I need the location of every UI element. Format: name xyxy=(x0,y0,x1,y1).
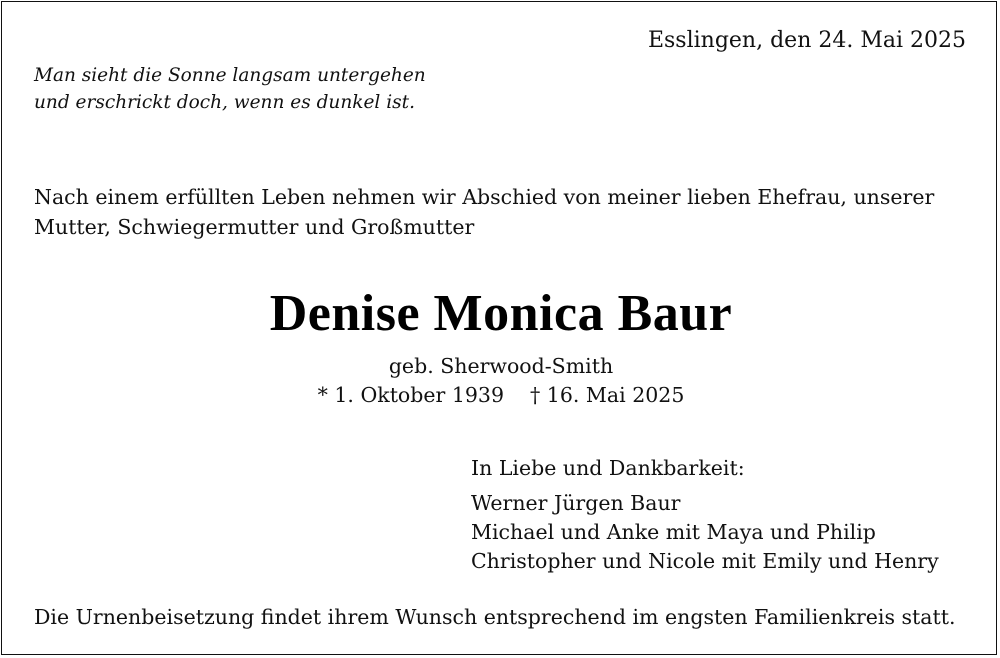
intro-text xyxy=(34,182,974,242)
closing-note: Die Urnenbeisetzung findet ihrem Wunsch entsprechend im engsten Familienkreis statt. xyxy=(34,605,956,629)
motto-line-2: und erschrickt doch, wenn es dunkel ist. xyxy=(34,92,415,113)
birth-date: * 1. Oktober 1939 xyxy=(317,383,505,407)
place-and-date: Esslingen, den 24. Mai 2025 xyxy=(647,28,966,53)
mourner-name: Werner Jürgen Baur xyxy=(471,491,681,515)
intro-line-1: Nach einem erfüllten Leben nehmen wir Abschied von meiner lieben Ehefrau, unserer xyxy=(34,185,935,209)
motto-quote xyxy=(34,62,426,116)
mourner-name: Michael und Anke mit Maya und Philip xyxy=(471,520,876,544)
motto-line-1: Man sieht die Sonne langsam untergehen xyxy=(34,65,426,86)
mourners-heading: In Liebe und Dankbarkeit: xyxy=(471,456,745,480)
deceased-name: Denise Monica Baur xyxy=(269,285,733,342)
death-date: † 16. Mai 2025 xyxy=(530,383,685,407)
intro-line-2: Mutter, Schwiegermutter und Großmutter xyxy=(34,215,475,239)
maiden-name: geb. Sherwood-Smith xyxy=(388,354,614,378)
mourners-block xyxy=(471,454,939,576)
obituary-notice xyxy=(1,1,997,655)
mourner-name: Christopher und Nicole mit Emily und Henry xyxy=(471,549,939,573)
life-dates xyxy=(2,383,1000,407)
